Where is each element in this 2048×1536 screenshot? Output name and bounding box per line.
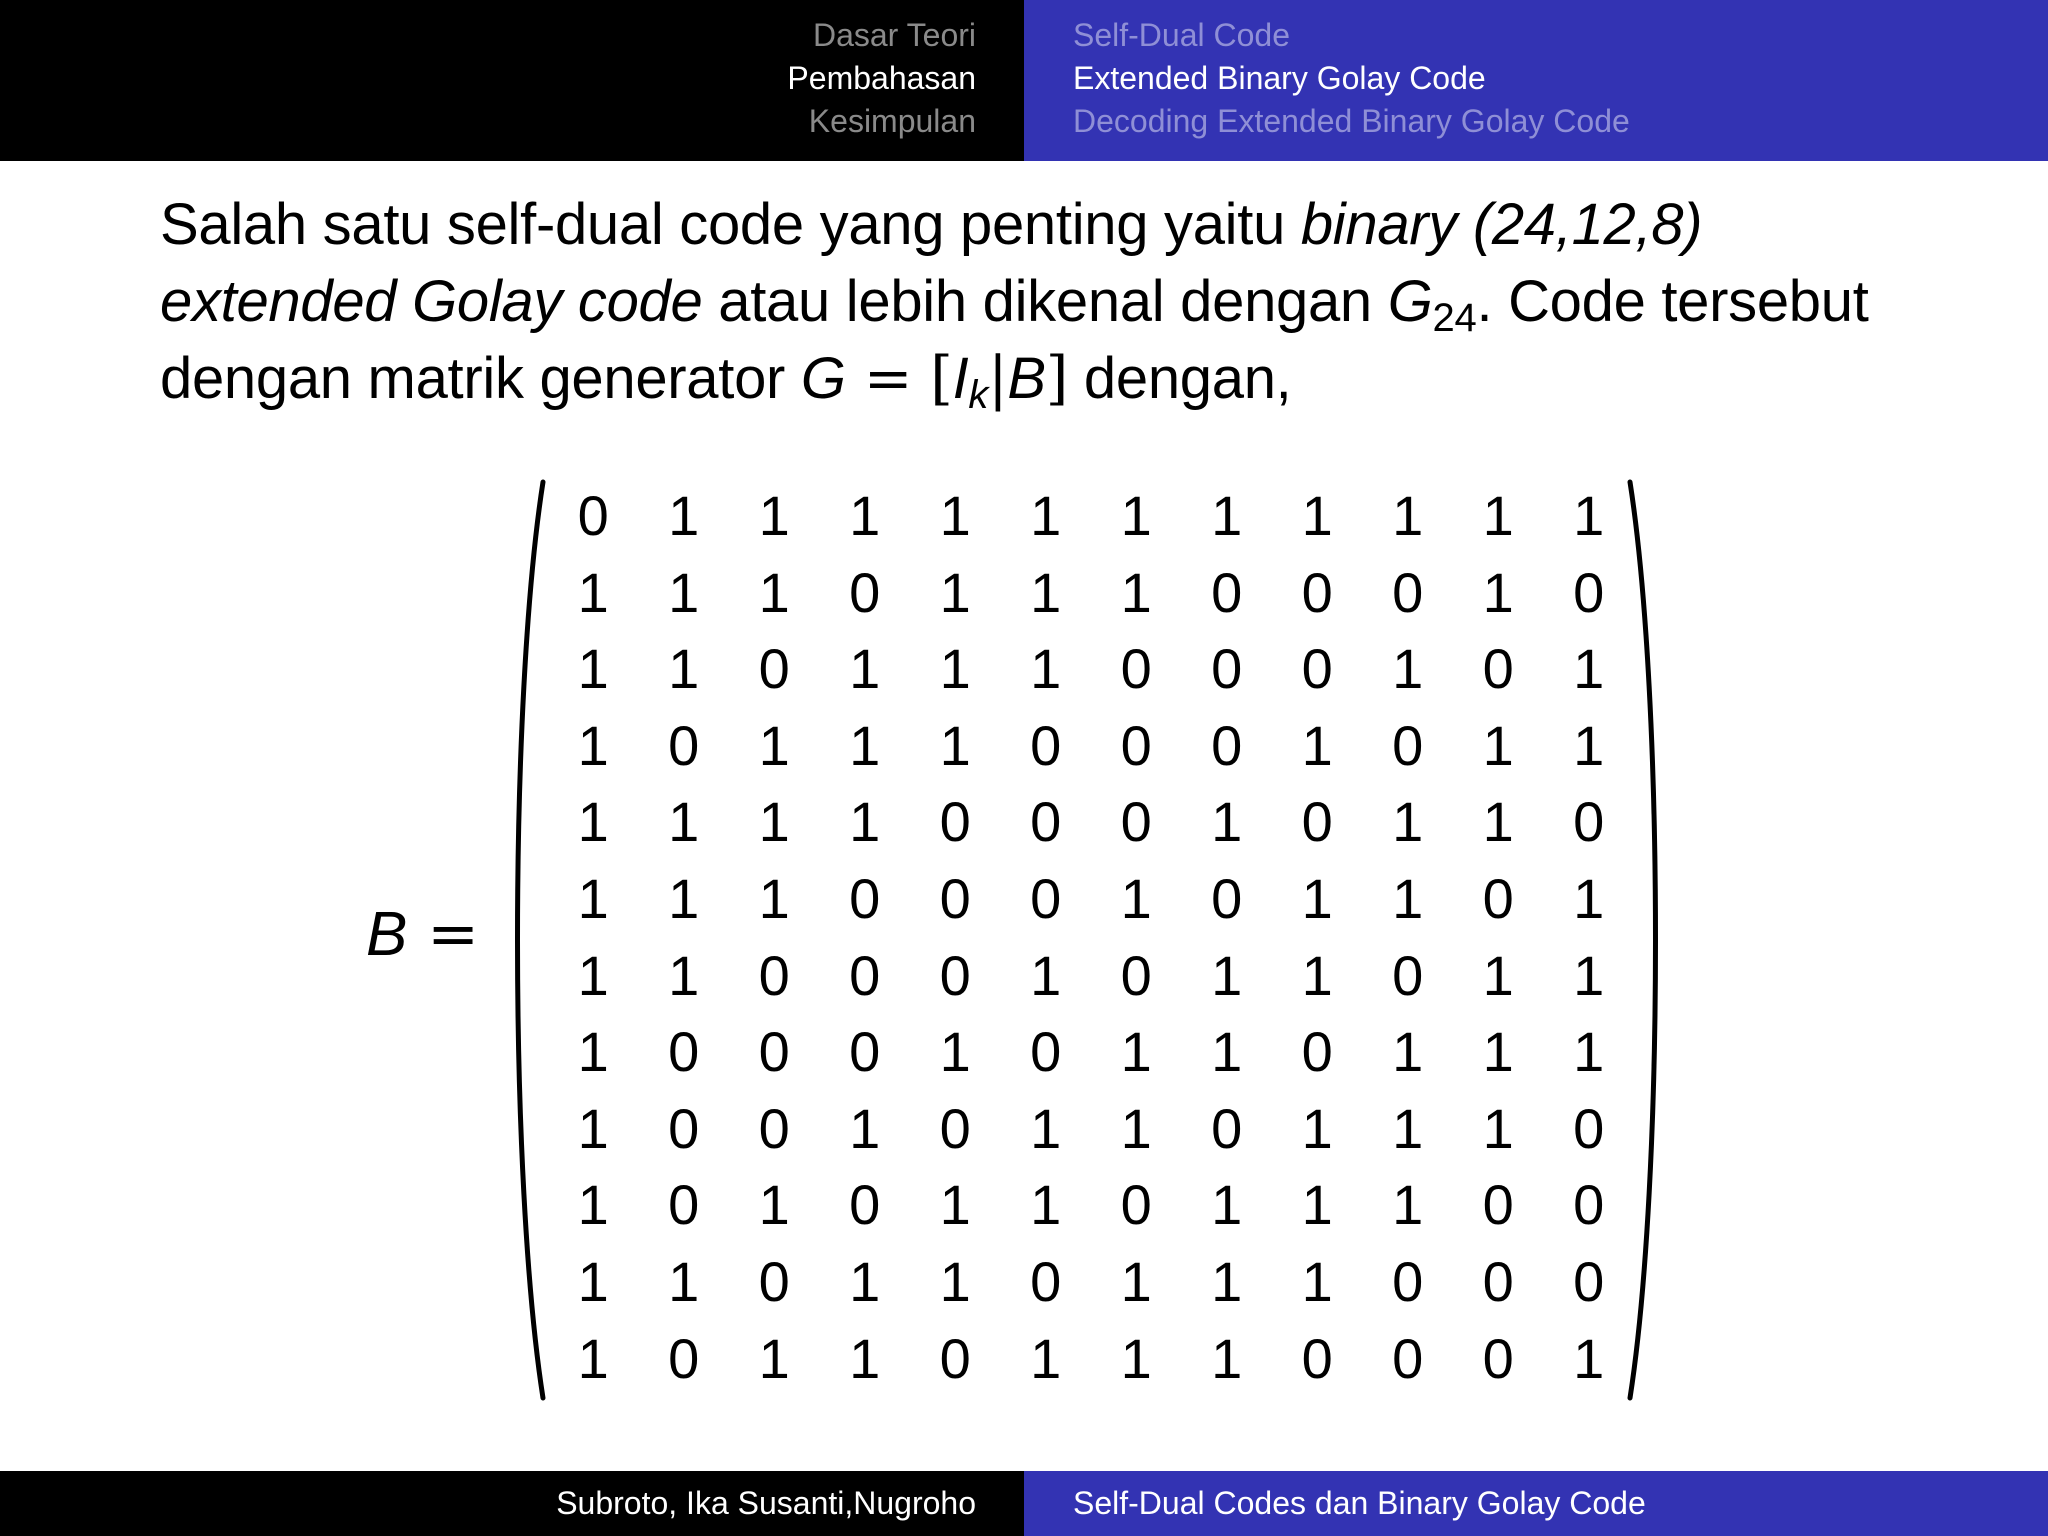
matrix-cell-r12-c9: 0 (1301, 1326, 1333, 1390)
matrix-cell-r8-c5: 1 (939, 1020, 971, 1084)
matrix-cell-r7-c9: 1 (1301, 943, 1333, 1007)
nav-section-dasar-teori[interactable]: Dasar Teori (812, 17, 976, 53)
subsection-list (1073, 14, 1630, 143)
matrix-cell-r1-c11: 1 (1482, 484, 1514, 547)
footer (0, 1471, 2048, 1536)
matrix-cell-r10-c3: 1 (758, 1173, 790, 1237)
matrix-cell-r5-c7: 0 (1120, 790, 1152, 854)
matrix-cell-r12-c7: 1 (1120, 1326, 1152, 1390)
matrix-cell-r7-c6: 1 (1030, 943, 1062, 1007)
matrix-cell-r7-c5: 0 (939, 943, 971, 1007)
matrix-cell-r6-c5: 0 (939, 866, 971, 930)
matrix-cell-r8-c1: 1 (577, 1020, 609, 1084)
matrix-cell-r6-c12: 1 (1573, 866, 1605, 930)
matrix-cell-r8-c6: 0 (1030, 1020, 1062, 1084)
generator-i-var: I (952, 346, 969, 411)
matrix-cell-r1-c10: 1 (1392, 484, 1424, 547)
matrix-cell-r12-c8: 1 (1211, 1326, 1243, 1390)
g24-var: G (1387, 269, 1433, 334)
footer-right (1024, 1471, 2048, 1536)
matrix-cell-r1-c1: 0 (577, 484, 609, 547)
matrix-cell-r12-c12: 1 (1573, 1326, 1605, 1390)
matrix-cell-r1-c2: 1 (668, 484, 700, 547)
matrix-cell-r3-c10: 1 (1392, 637, 1424, 701)
matrix-cell-r2-c6: 1 (1030, 560, 1062, 624)
matrix-cell-r2-c5: 1 (939, 560, 971, 624)
matrix-cell-r5-c1: 1 (577, 790, 609, 854)
matrix-cell-r4-c1: 1 (577, 713, 609, 777)
matrix-cell-r3-c8: 0 (1211, 637, 1243, 701)
matrix-lhs (366, 899, 479, 970)
matrix-cell-r6-c4: 0 (849, 866, 881, 930)
matrix-cell-r4-c9: 1 (1301, 713, 1333, 777)
matrix-cell-r1-c9: 1 (1301, 484, 1333, 547)
matrix-cell-r6-c3: 1 (758, 866, 790, 930)
matrix-cell-r9-c12: 0 (1573, 1096, 1605, 1160)
matrix-cell-r12-c6: 1 (1030, 1326, 1062, 1390)
nav-subsection-decoding[interactable]: Decoding Extended Binary Golay Code (1073, 103, 1630, 139)
matrix-cell-r12-c11: 0 (1482, 1326, 1514, 1390)
matrix-cell-r9-c5: 0 (939, 1096, 971, 1160)
matrix-cell-r10-c2: 0 (668, 1173, 700, 1237)
generator-k-sub: k (968, 373, 989, 417)
matrix-cell-r4-c11: 1 (1482, 713, 1514, 777)
generator-bar: | (988, 344, 1008, 412)
matrix-cell-r5-c5: 0 (939, 790, 971, 854)
matrix-cell-r8-c12: 1 (1573, 1020, 1605, 1084)
matrix-cell-r2-c4: 0 (849, 560, 881, 624)
matrix-cell-r7-c11: 1 (1482, 943, 1514, 1007)
matrix-cell-r3-c5: 1 (939, 637, 971, 701)
matrix-cell-r12-c3: 1 (758, 1326, 790, 1390)
matrix-cell-r4-c8: 0 (1211, 713, 1243, 777)
matrix-cell-r2-c2: 1 (668, 560, 700, 624)
matrix-cell-r11-c4: 1 (849, 1249, 881, 1313)
matrix-b (548, 478, 1634, 1397)
matrix-cell-r11-c8: 1 (1211, 1249, 1243, 1313)
matrix-cell-r4-c2: 0 (668, 713, 700, 777)
matrix-cell-r11-c3: 0 (758, 1249, 790, 1313)
matrix-cell-r10-c9: 1 (1301, 1173, 1333, 1237)
slide-body-text (160, 186, 1880, 417)
matrix-cell-r3-c3: 0 (758, 637, 790, 701)
generator-g-var: G (800, 346, 846, 411)
matrix-cell-r7-c3: 0 (758, 943, 790, 1007)
matrix-cell-r11-c2: 1 (668, 1249, 700, 1313)
generator-eq: = [ (845, 344, 953, 412)
matrix-cell-r10-c6: 1 (1030, 1173, 1062, 1237)
matrix-cell-r10-c10: 1 (1392, 1173, 1424, 1237)
matrix-cell-r1-c8: 1 (1211, 484, 1243, 547)
matrix-cell-r5-c4: 1 (849, 790, 881, 854)
matrix-cell-r9-c1: 1 (577, 1096, 609, 1160)
matrix-cell-r7-c7: 0 (1120, 943, 1152, 1007)
matrix-cell-r2-c3: 1 (758, 560, 790, 624)
matrix-cell-r1-c4: 1 (849, 484, 881, 547)
matrix-cell-r7-c1: 1 (577, 943, 609, 1007)
matrix-equals: = (407, 897, 480, 970)
matrix-cell-r6-c6: 0 (1030, 866, 1062, 930)
matrix-cell-r5-c3: 1 (758, 790, 790, 854)
matrix-cell-r9-c8: 0 (1211, 1096, 1243, 1160)
matrix-cell-r8-c8: 1 (1211, 1020, 1243, 1084)
matrix-cell-r6-c9: 1 (1301, 866, 1333, 930)
body-italic-golay: binary (24,12,8) extended Golay code (160, 192, 1703, 334)
matrix-cell-r6-c2: 1 (668, 866, 700, 930)
matrix-cell-r4-c10: 0 (1392, 713, 1424, 777)
matrix-cell-r10-c4: 0 (849, 1173, 881, 1237)
matrix-cell-r7-c10: 0 (1392, 943, 1424, 1007)
matrix-cell-r10-c12: 0 (1573, 1173, 1605, 1237)
nav-section-pembahasan[interactable]: Pembahasan (787, 60, 976, 96)
subsection-nav (1024, 0, 2048, 161)
matrix-cell-r6-c1: 1 (577, 866, 609, 930)
matrix-cell-r10-c1: 1 (577, 1173, 609, 1237)
nav-subsection-extended-golay[interactable]: Extended Binary Golay Code (1073, 60, 1486, 96)
matrix-cell-r6-c10: 1 (1392, 866, 1424, 930)
matrix-cell-r11-c11: 0 (1482, 1249, 1514, 1313)
matrix-cell-r3-c4: 1 (849, 637, 881, 701)
body-text-2: atau lebih dikenal dengan (702, 269, 1388, 334)
matrix-cell-r8-c11: 1 (1482, 1020, 1514, 1084)
matrix-cell-r3-c6: 1 (1030, 637, 1062, 701)
matrix-cell-r7-c12: 1 (1573, 943, 1605, 1007)
matrix-cell-r8-c7: 1 (1120, 1020, 1152, 1084)
matrix-cell-r8-c4: 0 (849, 1020, 881, 1084)
matrix-cell-r4-c6: 0 (1030, 713, 1062, 777)
matrix-cell-r3-c2: 1 (668, 637, 700, 701)
body-text-1: Salah satu self-dual code yang penting yaitu (160, 192, 1301, 257)
matrix-cell-r5-c9: 0 (1301, 790, 1333, 854)
matrix-cell-r11-c7: 1 (1120, 1249, 1152, 1313)
footer-authors: Subroto, Ika Susanti,Nugroho (556, 1485, 976, 1521)
body-text-3: . Code tersebut dengan matrik generator (160, 269, 1869, 411)
matrix-cell-r2-c9: 0 (1301, 560, 1333, 624)
matrix-cell-r5-c10: 1 (1392, 790, 1424, 854)
matrix-cell-r11-c10: 0 (1392, 1249, 1424, 1313)
matrix-cell-r10-c8: 1 (1211, 1173, 1243, 1237)
nav-section-kesimpulan[interactable]: Kesimpulan (808, 103, 976, 139)
matrix-cell-r8-c9: 0 (1301, 1020, 1333, 1084)
section-nav (0, 0, 1024, 161)
matrix-cell-r12-c5: 0 (939, 1326, 971, 1390)
matrix-cell-r1-c6: 1 (1030, 484, 1062, 547)
matrix-cell-r1-c3: 1 (758, 484, 790, 547)
matrix-cell-r2-c8: 0 (1211, 560, 1243, 624)
section-list (787, 14, 976, 143)
matrix-cell-r3-c12: 1 (1573, 637, 1605, 701)
matrix-cell-r3-c1: 1 (577, 637, 609, 701)
matrix-cell-r10-c11: 0 (1482, 1173, 1514, 1237)
matrix-cell-r7-c2: 1 (668, 943, 700, 1007)
matrix-cell-r2-c12: 0 (1573, 560, 1605, 624)
matrix-cell-r8-c10: 1 (1392, 1020, 1424, 1084)
matrix-cell-r5-c2: 1 (668, 790, 700, 854)
header (0, 0, 2048, 161)
matrix-cell-r10-c5: 1 (939, 1173, 971, 1237)
matrix-cell-r11-c5: 1 (939, 1249, 971, 1313)
matrix-cell-r5-c12: 0 (1573, 790, 1605, 854)
matrix-cell-r12-c1: 1 (577, 1326, 609, 1390)
matrix-cell-r6-c7: 1 (1120, 866, 1152, 930)
footer-left (0, 1471, 1024, 1536)
matrix-cell-r7-c4: 0 (849, 943, 881, 1007)
matrix-cell-r12-c10: 0 (1392, 1326, 1424, 1390)
matrix-cell-r1-c7: 1 (1120, 484, 1152, 547)
nav-subsection-self-dual-code[interactable]: Self-Dual Code (1073, 17, 1290, 53)
matrix-cell-r4-c12: 1 (1573, 713, 1605, 777)
matrix-cell-r2-c7: 1 (1120, 560, 1152, 624)
matrix-cell-r9-c9: 1 (1301, 1096, 1333, 1160)
matrix-cell-r9-c10: 1 (1392, 1096, 1424, 1160)
matrix-cell-r9-c2: 0 (668, 1096, 700, 1160)
matrix-cell-r12-c2: 0 (668, 1326, 700, 1390)
g24-sub: 24 (1432, 296, 1477, 340)
matrix-cell-r6-c8: 0 (1211, 866, 1243, 930)
matrix-cell-r9-c3: 0 (758, 1096, 790, 1160)
matrix-cell-r8-c3: 0 (758, 1020, 790, 1084)
matrix-cell-r5-c11: 1 (1482, 790, 1514, 854)
matrix-cell-r12-c4: 1 (849, 1326, 881, 1390)
body-text-4: dengan, (1068, 346, 1292, 411)
footer-title: Self-Dual Codes dan Binary Golay Code (1073, 1485, 1646, 1521)
matrix-cell-r4-c3: 1 (758, 713, 790, 777)
matrix-cell-r2-c11: 1 (1482, 560, 1514, 624)
generator-close: ] (1045, 344, 1069, 412)
matrix-cell-r11-c12: 0 (1573, 1249, 1605, 1313)
matrix-cell-r5-c8: 1 (1211, 790, 1243, 854)
matrix-cell-r6-c11: 0 (1482, 866, 1514, 930)
matrix-cell-r4-c4: 1 (849, 713, 881, 777)
matrix-cell-r9-c4: 1 (849, 1096, 881, 1160)
matrix-cell-r2-c1: 1 (577, 560, 609, 624)
matrix-cell-r11-c9: 1 (1301, 1249, 1333, 1313)
matrix-cell-r8-c2: 0 (668, 1020, 700, 1084)
matrix-cell-r1-c12: 1 (1573, 484, 1605, 547)
matrix-cell-r11-c1: 1 (577, 1249, 609, 1313)
matrix-cell-r1-c5: 1 (939, 484, 971, 547)
matrix-cell-r9-c6: 1 (1030, 1096, 1062, 1160)
matrix-cell-r3-c7: 0 (1120, 637, 1152, 701)
matrix-cell-r3-c9: 0 (1301, 637, 1333, 701)
matrix-cell-r9-c7: 1 (1120, 1096, 1152, 1160)
matrix-cell-r3-c11: 0 (1482, 637, 1514, 701)
matrix-cell-r2-c10: 0 (1392, 560, 1424, 624)
generator-b-var: B (1007, 346, 1046, 411)
matrix-cell-r4-c5: 1 (939, 713, 971, 777)
matrix-cell-r5-c6: 0 (1030, 790, 1062, 854)
matrix-cell-r4-c7: 0 (1120, 713, 1152, 777)
matrix-cell-r11-c6: 0 (1030, 1249, 1062, 1313)
matrix-cell-r10-c7: 0 (1120, 1173, 1152, 1237)
matrix-cell-r7-c8: 1 (1211, 943, 1243, 1007)
matrix-cell-r9-c11: 1 (1482, 1096, 1514, 1160)
matrix-b-var: B (366, 900, 408, 969)
